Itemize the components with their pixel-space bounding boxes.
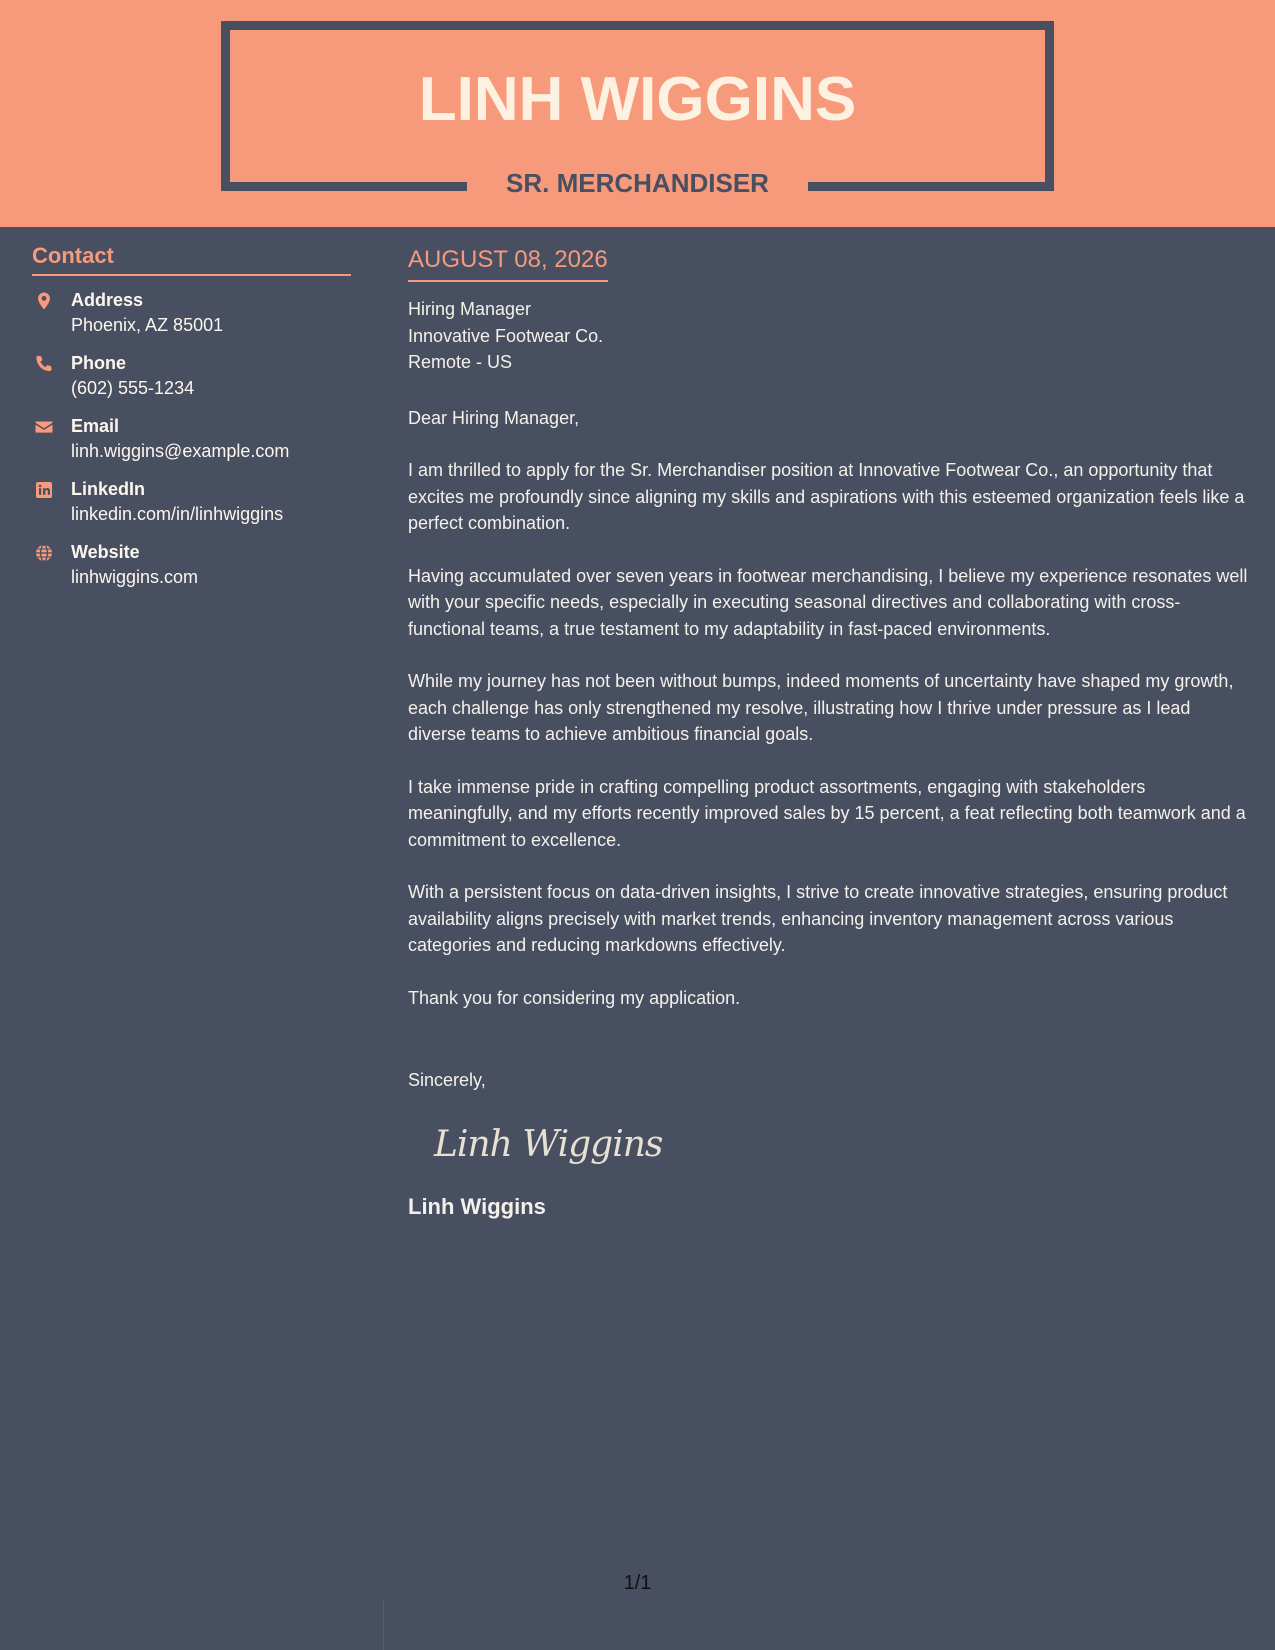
contact-list xyxy=(32,288,351,603)
job-title: SR. MERCHANDISER xyxy=(506,168,769,198)
page-number: 1/1 xyxy=(623,1572,652,1594)
contact-label: Website xyxy=(71,542,140,562)
salutation: Dear Hiring Manager, xyxy=(408,407,580,428)
contact-value: linkedin.com/in/linhwiggins xyxy=(71,504,284,524)
signer-name: Linh Wiggins xyxy=(408,1193,546,1219)
map-marker-icon xyxy=(34,291,54,311)
contact-value: linh.wiggins@example.com xyxy=(71,441,290,461)
contact-item-address xyxy=(32,288,351,351)
letter-paragraph: I take immense pride in crafting compelling product assortments, engaging with stakeholders meaningfully, and my efforts recently improved sales by 15 percent, a feat reflecting both teamwork and a commitment to excellence. xyxy=(408,776,1246,850)
contact-label: Email xyxy=(71,416,120,436)
frame-border-left xyxy=(221,21,230,191)
closing: Sincerely, xyxy=(408,1070,486,1090)
frame-border-bottom-right xyxy=(808,182,1054,191)
globe-icon xyxy=(34,543,54,563)
applicant-name: LINH WIGGINS xyxy=(418,65,857,134)
contact-item-website xyxy=(32,540,351,603)
linkedin-icon xyxy=(34,480,54,500)
letter-paragraph: I am thrilled to apply for the Sr. Merchandiser position at Innovative Footwear Co., an opportunity that excites me profoundly since aligning my skills and aspirations with this esteemed organization feels like a perfect combination. xyxy=(408,460,1245,533)
contact-label: Phone xyxy=(71,353,127,373)
contact-value: Phoenix, AZ 85001 xyxy=(71,315,224,335)
contact-value: (602) 555-1234 xyxy=(71,378,195,398)
recipient-line: Hiring Manager xyxy=(408,299,532,319)
letter-paragraph: Thank you for considering my application. xyxy=(408,987,741,1008)
envelope-icon xyxy=(34,417,54,437)
frame-border-top xyxy=(221,21,1054,30)
recipient-line: Innovative Footwear Co. xyxy=(408,325,604,346)
header-banner xyxy=(0,0,1275,227)
contact-item-email xyxy=(32,414,351,477)
letter-paragraph: While my journey has not been without bumps, indeed moments of uncertainty have shaped my growth, each challenge has only strengthened my resolve, illustrating how I thrive under pressure as I lead diverse teams to achieve ambitious financial goals. xyxy=(408,671,1234,744)
frame-border-bottom-left xyxy=(221,182,467,191)
letter-paragraph: Having accumulated over seven years in footwear merchandising, I believe my experience resonates well with your specific needs, especially in executing seasonal directives and collaborating with cross-functional teams, a true testament to my adaptability in fast-paced environments. xyxy=(408,565,1248,639)
handwritten-signature: Linh Wiggins xyxy=(434,1123,663,1165)
recipient-block xyxy=(408,296,1253,376)
letter-paragraph: With a persistent focus on data-driven insights, I strive to create innovative strategies, ensuring product availability aligns precisely with market trends, enhancing inventory management across various categories and reducing markdowns effectively. xyxy=(408,882,1228,955)
contact-heading: Contact xyxy=(32,240,351,276)
contact-value: linhwiggins.com xyxy=(71,567,199,587)
letter-body xyxy=(408,244,1253,1222)
phone-icon xyxy=(34,354,54,374)
column-divider xyxy=(383,1600,384,1650)
contact-sidebar xyxy=(32,240,351,603)
contact-item-phone xyxy=(32,351,351,414)
contact-label: LinkedIn xyxy=(71,479,146,499)
contact-item-linkedin xyxy=(32,477,351,540)
recipient-line: Remote - US xyxy=(408,352,513,372)
letter-date: AUGUST 08, 2026 xyxy=(408,244,608,282)
frame-border-right xyxy=(1045,21,1054,191)
contact-label: Address xyxy=(71,290,144,310)
